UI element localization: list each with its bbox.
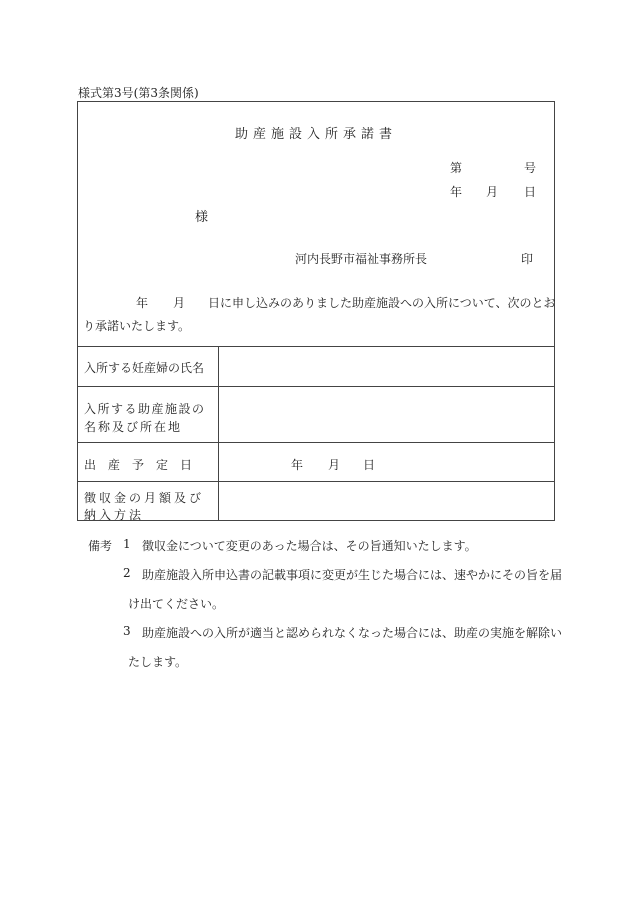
remark-3-text-line-1: 助産施設への入所が適当と認められなくなった場合には、助産の実施を解除い — [142, 626, 563, 640]
remark-number-1: 1 — [123, 537, 131, 551]
table-column-divider — [218, 346, 219, 521]
remark-number-2: 2 — [123, 566, 131, 580]
body-line-2: り承諾いたします。 — [83, 319, 191, 333]
remark-number-3: 3 — [123, 624, 131, 638]
remark-2-text-line-2: け出てください。 — [128, 597, 225, 611]
document-title: 助産施設入所承諾書 — [234, 127, 397, 142]
number-suffix: 号 — [524, 161, 537, 175]
table-row-divider-1 — [78, 386, 554, 387]
issue-date-month: 月 — [486, 185, 499, 199]
issue-date-day: 日 — [524, 185, 537, 199]
row-label-facility-1: 入所する助産施設の — [84, 402, 206, 416]
due-date-day: 日 — [363, 458, 376, 472]
body-line-1: 日に申し込みのありました助産施設への入所について、次のとお — [208, 296, 556, 310]
due-date-year: 年 — [291, 458, 304, 472]
row-label-mother-name: 入所する妊産婦の氏名 — [84, 361, 205, 375]
consent-form-box — [77, 101, 555, 521]
due-date-month: 月 — [328, 458, 341, 472]
row-label-fee-1: 徴収金の月額及び — [84, 491, 205, 505]
body-year: 年 — [136, 296, 149, 310]
row-label-due-date: 出 産 予 定 日 — [84, 458, 193, 472]
seal-mark: 印 — [521, 252, 534, 266]
remark-2-text-line-1: 助産施設入所申込書の記載事項に変更が生じた場合には、速やかにその旨を届 — [142, 568, 563, 582]
remark-3-text-line-2: たします。 — [128, 655, 188, 669]
addressee-suffix: 様 — [195, 210, 209, 225]
body-month: 月 — [173, 296, 186, 310]
table-row-divider-3 — [78, 481, 554, 482]
issuer-name: 河内長野市福祉事務所長 — [295, 252, 428, 266]
remarks-heading: 備考 — [88, 539, 113, 553]
table-row-divider-2 — [78, 442, 554, 443]
row-label-facility-2: 名称及び所在地 — [84, 420, 183, 434]
form-number-label: 様式第3号(第3条関係) — [78, 86, 199, 100]
remark-1-text: 徴収金について変更のあった場合は、その旨通知いたします。 — [142, 539, 477, 553]
table-top-border — [78, 346, 554, 347]
number-prefix: 第 — [450, 161, 463, 175]
row-label-fee-2: 納入方法 — [84, 508, 145, 522]
issue-date-year: 年 — [450, 185, 463, 199]
